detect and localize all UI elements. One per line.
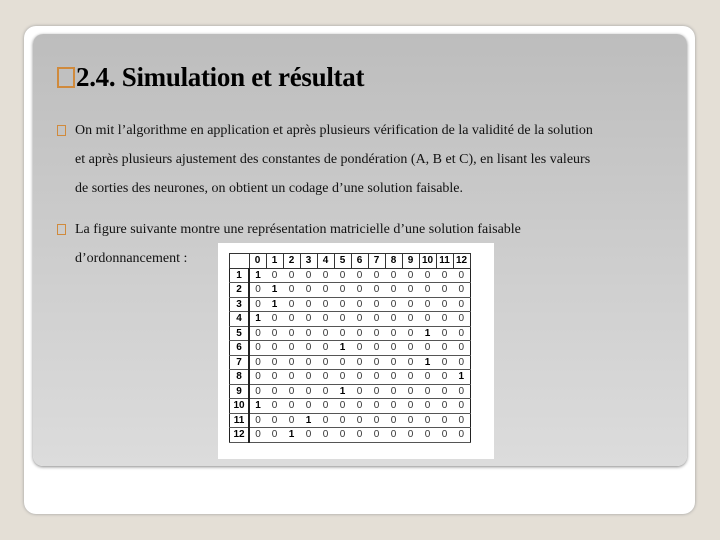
matrix-cell: 0	[317, 283, 334, 298]
matrix-cell: 1	[283, 428, 300, 443]
matrix-cell: 0	[453, 297, 470, 312]
matrix-cell: 0	[283, 326, 300, 341]
column-header: 1	[266, 254, 283, 269]
matrix-cell: 0	[317, 326, 334, 341]
matrix-cell: 0	[334, 370, 351, 385]
matrix-cell: 0	[266, 384, 283, 399]
matrix-cell: 0	[385, 384, 402, 399]
matrix-cell: 0	[419, 370, 436, 385]
matrix-cell: 1	[249, 268, 266, 283]
matrix-cell: 0	[317, 384, 334, 399]
matrix-cell: 0	[266, 326, 283, 341]
column-header: 2	[283, 254, 300, 269]
corner-cell	[230, 254, 250, 269]
paragraph-line: La figure suivante montre une représentation matricielle d’une solution faisable	[75, 222, 521, 237]
table-row	[230, 399, 471, 414]
matrix-cell: 0	[419, 297, 436, 312]
matrix-cell: 0	[334, 355, 351, 370]
matrix-cell: 0	[453, 326, 470, 341]
matrix-cell: 0	[419, 428, 436, 443]
paragraph-line: d’ordonnancement :	[75, 251, 188, 266]
matrix-cell: 0	[351, 413, 368, 428]
matrix-cell: 0	[283, 312, 300, 327]
matrix-cell: 0	[300, 283, 317, 298]
matrix-cell: 0	[385, 283, 402, 298]
matrix-cell: 0	[453, 268, 470, 283]
matrix-cell: 0	[351, 312, 368, 327]
matrix-cell: 0	[249, 283, 266, 298]
matrix-cell: 0	[436, 384, 453, 399]
matrix-cell: 0	[453, 413, 470, 428]
matrix-cell: 0	[368, 399, 385, 414]
matrix-cell: 0	[436, 370, 453, 385]
solution-matrix	[229, 253, 471, 443]
matrix-cell: 0	[300, 399, 317, 414]
row-header: 1	[230, 268, 250, 283]
matrix-cell: 0	[368, 312, 385, 327]
matrix-cell: 0	[419, 268, 436, 283]
matrix-cell: 0	[402, 297, 419, 312]
table-row	[230, 355, 471, 370]
matrix-cell: 1	[249, 399, 266, 414]
column-header: 5	[334, 254, 351, 269]
matrix-cell: 0	[402, 370, 419, 385]
matrix-cell: 0	[300, 428, 317, 443]
column-header: 8	[385, 254, 402, 269]
matrix-cell: 0	[385, 326, 402, 341]
matrix-cell: 0	[266, 355, 283, 370]
matrix-cell: 1	[266, 283, 283, 298]
row-header: 3	[230, 297, 250, 312]
matrix-cell: 0	[317, 268, 334, 283]
matrix-cell: 0	[249, 413, 266, 428]
row-header: 8	[230, 370, 250, 385]
paragraph-line: de sorties des neurones, on obtient un codage d’une solution faisable.	[75, 181, 464, 196]
matrix-cell: 0	[436, 297, 453, 312]
matrix-cell: 0	[317, 355, 334, 370]
matrix-cell: 0	[283, 283, 300, 298]
matrix-cell: 0	[402, 268, 419, 283]
matrix-cell: 1	[334, 384, 351, 399]
matrix-cell: 0	[249, 370, 266, 385]
matrix-cell: 0	[368, 384, 385, 399]
row-header: 5	[230, 326, 250, 341]
matrix-cell: 0	[317, 297, 334, 312]
matrix-cell: 0	[419, 312, 436, 327]
title-text: 2.4. Simulation et résultat	[76, 62, 365, 92]
matrix-cell: 0	[283, 384, 300, 399]
matrix-cell: 0	[334, 297, 351, 312]
matrix-cell: 1	[419, 355, 436, 370]
row-header: 2	[230, 283, 250, 298]
matrix-cell: 0	[419, 384, 436, 399]
matrix-cell: 0	[453, 283, 470, 298]
matrix-cell: 0	[436, 341, 453, 356]
matrix-cell: 0	[351, 283, 368, 298]
matrix-cell: 1	[266, 297, 283, 312]
matrix-cell: 0	[402, 399, 419, 414]
matrix-cell: 0	[317, 370, 334, 385]
matrix-cell: 0	[368, 355, 385, 370]
matrix-cell: 0	[351, 399, 368, 414]
table-row	[230, 428, 471, 443]
table-row	[230, 312, 471, 327]
matrix-cell: 0	[385, 413, 402, 428]
column-header: 11	[436, 254, 453, 269]
matrix-cell: 0	[368, 283, 385, 298]
table-row	[230, 326, 471, 341]
matrix-cell: 0	[368, 413, 385, 428]
matrix-cell: 0	[419, 399, 436, 414]
matrix-cell: 0	[249, 355, 266, 370]
row-header: 6	[230, 341, 250, 356]
matrix-cell: 0	[453, 428, 470, 443]
matrix-cell: 0	[351, 384, 368, 399]
matrix-cell: 0	[402, 312, 419, 327]
matrix-cell: 0	[385, 312, 402, 327]
matrix-cell: 0	[334, 268, 351, 283]
matrix-cell: 0	[351, 268, 368, 283]
matrix-cell: 0	[419, 341, 436, 356]
matrix-cell: 1	[453, 370, 470, 385]
matrix-cell: 0	[385, 297, 402, 312]
row-header: 10	[230, 399, 250, 414]
matrix-cell: 0	[249, 428, 266, 443]
matrix-cell: 1	[249, 312, 266, 327]
matrix-cell: 0	[368, 326, 385, 341]
matrix-cell: 0	[436, 268, 453, 283]
matrix-cell: 0	[283, 399, 300, 414]
matrix-cell: 0	[266, 413, 283, 428]
matrix-cell: 0	[453, 341, 470, 356]
matrix-cell: 0	[351, 428, 368, 443]
matrix-cell: 0	[351, 370, 368, 385]
matrix-cell: 0	[300, 370, 317, 385]
matrix-cell: 0	[249, 326, 266, 341]
slide-title	[57, 62, 364, 93]
matrix-cell: 0	[283, 413, 300, 428]
matrix-cell: 0	[385, 268, 402, 283]
table-row	[230, 384, 471, 399]
matrix-cell: 0	[351, 341, 368, 356]
matrix-cell: 0	[368, 341, 385, 356]
column-header: 10	[419, 254, 436, 269]
matrix-cell: 0	[334, 399, 351, 414]
matrix-cell: 0	[317, 399, 334, 414]
matrix-cell: 0	[453, 355, 470, 370]
matrix-cell: 0	[402, 326, 419, 341]
table-row	[230, 341, 471, 356]
matrix-cell: 0	[283, 370, 300, 385]
row-header: 12	[230, 428, 250, 443]
matrix-cell: 0	[436, 399, 453, 414]
matrix-cell: 0	[351, 326, 368, 341]
matrix-cell: 0	[266, 341, 283, 356]
title-bullet-icon	[57, 67, 75, 88]
matrix-cell: 0	[436, 428, 453, 443]
row-header: 9	[230, 384, 250, 399]
matrix-cell: 0	[300, 384, 317, 399]
table-row	[230, 413, 471, 428]
column-header: 7	[368, 254, 385, 269]
matrix-cell: 0	[249, 297, 266, 312]
matrix-cell: 0	[283, 355, 300, 370]
table-row	[230, 283, 471, 298]
matrix-cell: 0	[249, 341, 266, 356]
matrix-cell: 1	[419, 326, 436, 341]
matrix-cell: 0	[300, 341, 317, 356]
matrix-cell: 0	[334, 312, 351, 327]
table-row	[230, 268, 471, 283]
matrix-cell: 0	[351, 297, 368, 312]
column-header: 0	[249, 254, 266, 269]
matrix-cell: 0	[385, 341, 402, 356]
matrix-cell: 0	[300, 326, 317, 341]
matrix-figure	[218, 243, 494, 459]
table-row	[230, 370, 471, 385]
matrix-cell: 0	[317, 341, 334, 356]
matrix-cell: 0	[402, 428, 419, 443]
matrix-cell: 0	[436, 283, 453, 298]
matrix-cell: 1	[334, 341, 351, 356]
column-header: 12	[453, 254, 470, 269]
row-header: 11	[230, 413, 250, 428]
column-header: 4	[317, 254, 334, 269]
matrix-cell: 0	[249, 384, 266, 399]
matrix-cell: 0	[436, 355, 453, 370]
matrix-cell: 0	[453, 399, 470, 414]
matrix-cell: 0	[436, 326, 453, 341]
matrix-cell: 0	[385, 428, 402, 443]
matrix-cell: 0	[385, 370, 402, 385]
matrix-cell: 0	[334, 326, 351, 341]
matrix-cell: 0	[351, 355, 368, 370]
matrix-cell: 0	[266, 268, 283, 283]
matrix-cell: 0	[334, 283, 351, 298]
paragraph-line: On mit l’algorithme en application et après plusieurs vérification de la validité de la solution	[75, 123, 593, 138]
matrix-cell: 0	[368, 297, 385, 312]
matrix-cell: 0	[266, 312, 283, 327]
table-row	[230, 297, 471, 312]
matrix-cell: 0	[453, 312, 470, 327]
matrix-cell: 0	[334, 428, 351, 443]
matrix-cell: 0	[385, 355, 402, 370]
matrix-cell: 0	[402, 283, 419, 298]
matrix-cell: 0	[419, 283, 436, 298]
matrix-cell: 0	[334, 413, 351, 428]
matrix-cell: 0	[385, 399, 402, 414]
matrix-cell: 0	[300, 268, 317, 283]
bullet-icon	[57, 125, 66, 136]
matrix-cell: 0	[283, 297, 300, 312]
matrix-cell: 0	[402, 413, 419, 428]
header-row	[230, 254, 471, 269]
matrix-cell: 0	[317, 413, 334, 428]
column-header: 9	[402, 254, 419, 269]
matrix-cell: 0	[368, 268, 385, 283]
matrix-cell: 0	[266, 370, 283, 385]
matrix-cell: 0	[436, 413, 453, 428]
matrix-cell: 0	[317, 428, 334, 443]
matrix-cell: 0	[300, 355, 317, 370]
matrix-cell: 0	[402, 341, 419, 356]
paragraph-line: et après plusieurs ajustement des constantes de pondération (A, B et C), en lisant les valeurs	[75, 152, 591, 167]
matrix-cell: 0	[368, 428, 385, 443]
bullet-icon	[57, 224, 66, 235]
column-header: 6	[351, 254, 368, 269]
matrix-cell: 0	[317, 312, 334, 327]
matrix-cell: 0	[436, 312, 453, 327]
matrix-cell: 0	[402, 384, 419, 399]
matrix-cell: 0	[300, 312, 317, 327]
matrix-cell: 0	[368, 370, 385, 385]
row-header: 7	[230, 355, 250, 370]
row-header: 4	[230, 312, 250, 327]
matrix-cell: 0	[453, 384, 470, 399]
matrix-cell: 0	[402, 355, 419, 370]
matrix-cell: 0	[283, 341, 300, 356]
matrix-cell: 0	[266, 399, 283, 414]
matrix-cell: 0	[283, 268, 300, 283]
matrix-cell: 0	[419, 413, 436, 428]
matrix-cell: 0	[266, 428, 283, 443]
matrix-cell: 1	[300, 413, 317, 428]
column-header: 3	[300, 254, 317, 269]
matrix-cell: 0	[300, 297, 317, 312]
paragraph-1	[75, 116, 593, 203]
